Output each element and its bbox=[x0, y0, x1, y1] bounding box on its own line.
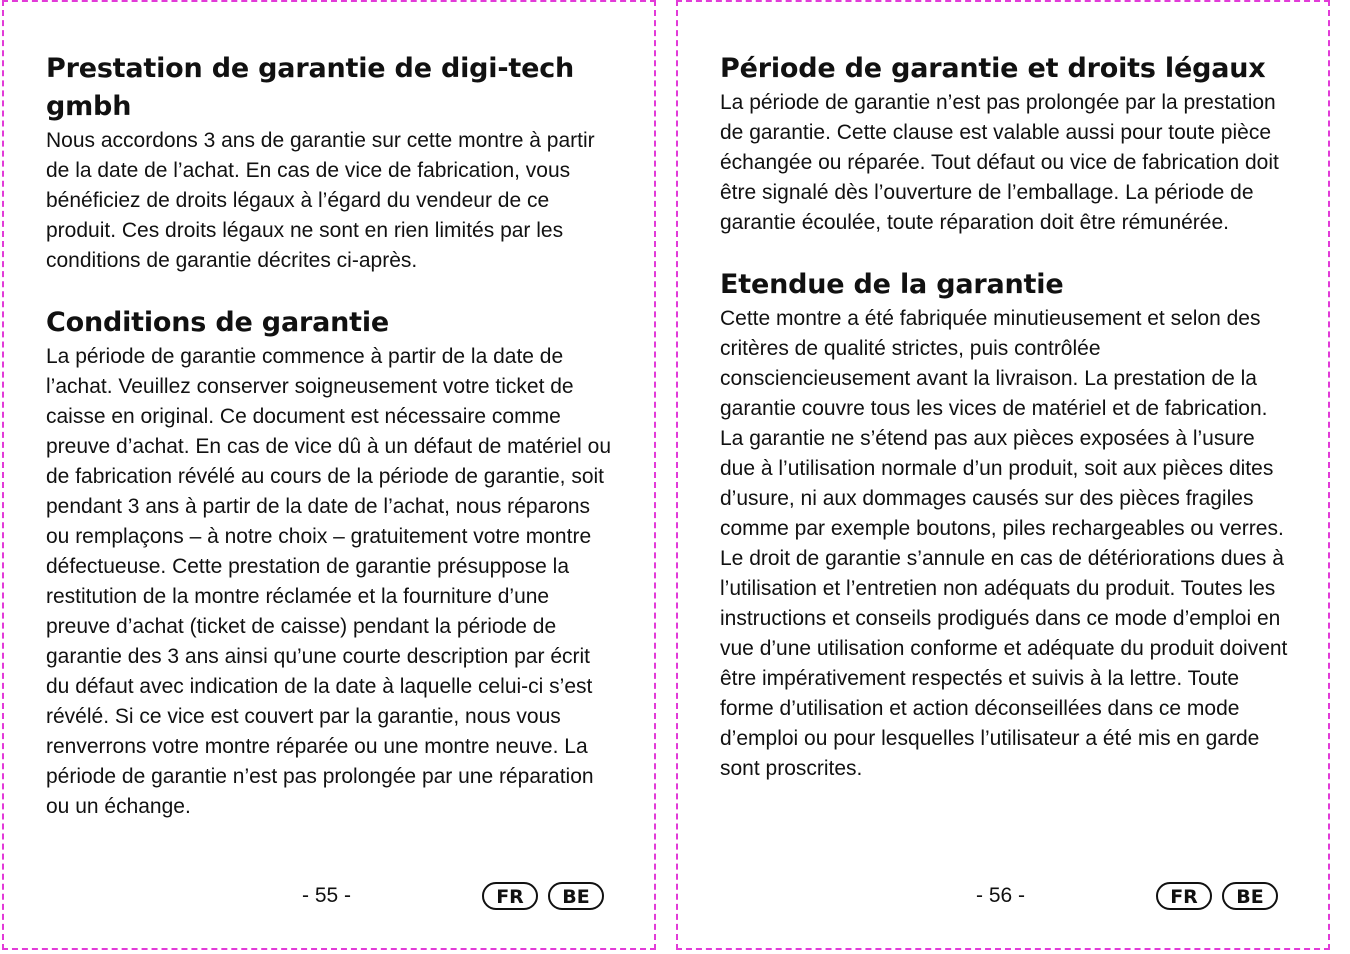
page-number: - 56 - bbox=[976, 884, 1026, 907]
page-footer bbox=[678, 878, 1328, 918]
section-body: Cette montre a été fabriquée minutieusement et selon des critères de qualité strictes, puis contrôlée consciencieusement avant la livraison. La prestation de la garantie couvre tous les vices de matériel et de fabrication. La garantie ne s’étend pas aux pièces exposées à l’usure due à l’utilisation normale d’un produit, soit aux pièces dites d’usure, ni aux dommages causés sur des pièces fragiles comme par exemple boutons, piles rechargeables ou verres. Le droit de garantie s’annule en cas de détériorations dues à l’utilisation et l’entretien non adéquats du produit. Toutes les instructions et conseils prodigués dans ce mode d’emploi en vue d’une utilisation conforme et adéquate du produit doivent être impérativement respectés et suivis à la lettre. Toute forme d’utilisation et action déconseillées dans ce mode d’emploi ou pour lesquelles l’utilisateur a été mis en garde sont proscrites. bbox=[720, 307, 1288, 780]
page-content bbox=[46, 50, 618, 822]
page-content bbox=[720, 50, 1292, 784]
section-heading: Période de garantie et droits légaux bbox=[720, 53, 1266, 84]
section-periode-de-garantie bbox=[720, 50, 1292, 238]
section-body: Nous accordons 3 ans de garantie sur cette montre à partir de la date de l’achat. En cas de vice de fabrication, vous bénéficiez de droits légaux à l’égard du vendeur de ce produit. Ces droits légaux ne sont en rien limités par les conditions de garantie décrites ci-après. bbox=[46, 129, 595, 272]
page-number: - 55 - bbox=[302, 884, 352, 907]
page-55 bbox=[2, 0, 656, 950]
page-footer bbox=[4, 878, 654, 918]
section-heading: Prestation de garantie de digi-tech gmbh bbox=[46, 53, 575, 122]
language-badge-be: BE bbox=[548, 882, 604, 910]
language-badge-fr: FR bbox=[482, 882, 538, 910]
page-56 bbox=[676, 0, 1330, 950]
language-badge-fr: FR bbox=[1156, 882, 1212, 910]
section-heading: Conditions de garantie bbox=[46, 307, 389, 338]
section-heading: Etendue de la garantie bbox=[720, 269, 1064, 300]
language-badges bbox=[482, 882, 604, 910]
section-prestation-de-garantie bbox=[46, 50, 618, 276]
section-body: La période de garantie n’est pas prolongée par la prestation de garantie. Cette clause est valable aussi pour toute pièce échangée ou réparée. Tout défaut ou vice de fabrication doit être signalé dès l’ouverture de l’emballage. La période de garantie écoulée, toute réparation doit être rémunérée. bbox=[720, 91, 1279, 234]
language-badge-be: BE bbox=[1222, 882, 1278, 910]
section-body: La période de garantie commence à partir de la date de l’achat. Veuillez conserver soigneusement votre ticket de caisse en original. Ce document est nécessaire comme preuve d’achat. En cas de vice dû à un défaut de matériel ou de fabrication révélé au cours de la période de garantie, soit pendant 3 ans à partir de la date de l’achat, nous réparons ou remplaçons – à notre choix – gratuitement votre montre défectueuse. Cette prestation de garantie présuppose la restitution de la montre réclamée et la fourniture d’une preuve d’achat (ticket de caisse) pendant la période de garantie des 3 ans ainsi qu’une courte description par écrit du défaut avec indication de la date à laquelle celui-ci s’est révélé. Si ce vice est couvert par la garantie, nous vous renverrons votre montre réparée ou une montre neuve. La période de garantie n’est pas prolongée par une réparation ou un échange. bbox=[46, 345, 612, 818]
section-etendue-de-la-garantie bbox=[720, 266, 1292, 784]
section-conditions-de-garantie bbox=[46, 304, 618, 822]
language-badges bbox=[1156, 882, 1278, 910]
